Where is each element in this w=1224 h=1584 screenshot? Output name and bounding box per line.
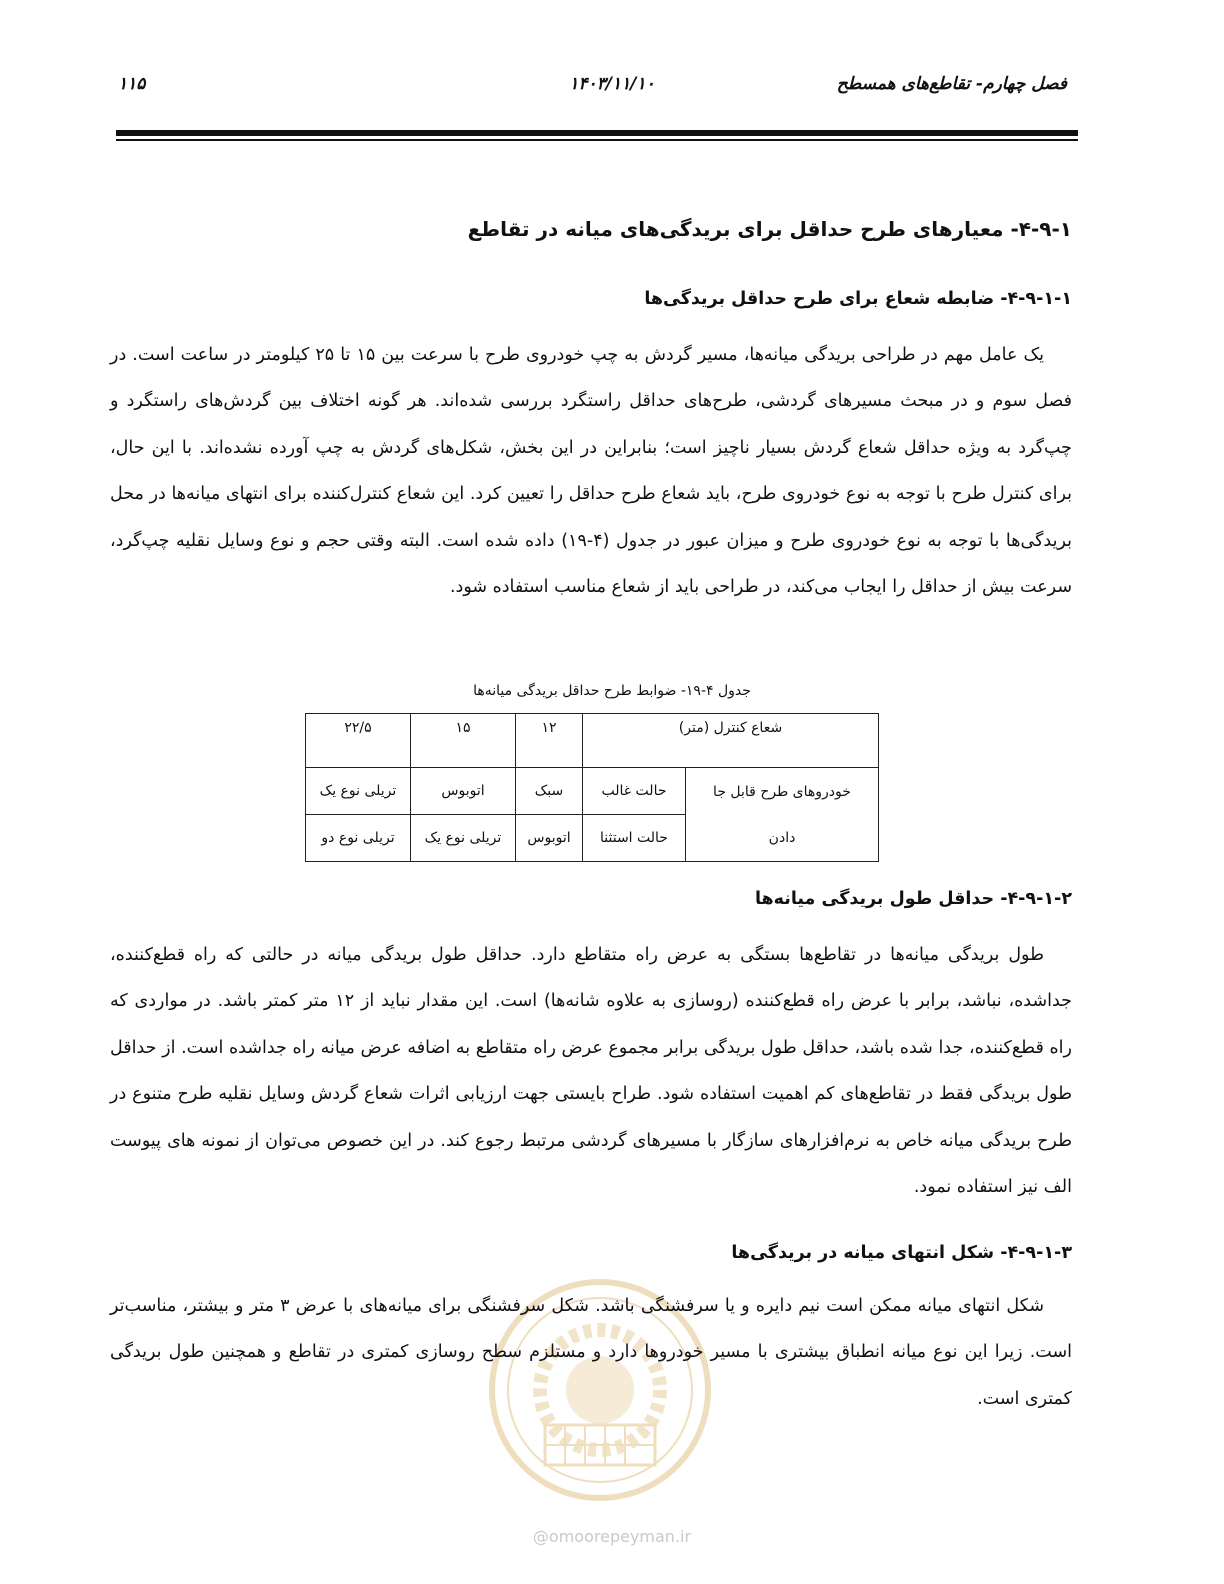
radius-value: ۱۵ — [411, 714, 516, 768]
table-cell: اتوبوس — [411, 768, 516, 815]
subsection-3-heading: ۴-۹-۱-۳- شکل انتهای میانه در بریدگی‌ها — [731, 1243, 1072, 1263]
radius-value: ۲۲/۵ — [306, 714, 411, 768]
table-cell: اتوبوس — [516, 815, 583, 862]
table-cell: سبک — [516, 768, 583, 815]
case-label: حالت غالب — [583, 768, 686, 815]
control-radius-label: شعاع کنترل (متر) — [583, 714, 879, 768]
criteria-table — [305, 713, 879, 862]
watermark-site — [0, 1527, 1224, 1546]
table-row — [306, 714, 879, 768]
watermark-site-text: omoorepeyman.ir — [548, 1527, 692, 1546]
table-row — [306, 768, 879, 815]
chapter-title: فصل چهارم- تقاطع‌های همسطح — [836, 74, 1067, 94]
table-cell: تریلی نوع یک — [411, 815, 516, 862]
table-caption: جدول ۴-۱۹- ضوابط طرح حداقل بریدگی میانه‌ها — [473, 683, 751, 699]
at-icon: @ — [532, 1527, 549, 1546]
section-heading: ۴-۹-۱- معیارهای طرح حداقل برای بریدگی‌های میانه در تقاطع — [467, 217, 1072, 241]
case-label: حالت استثنا — [583, 815, 686, 862]
subsection-2-heading: ۴-۹-۱-۲- حداقل طول بریدگی میانه‌ها — [754, 889, 1072, 909]
vehicles-label: خودروهای طرح قابل جا دادن — [686, 768, 879, 862]
subsection-1-heading: ۴-۹-۱-۱- ضابطه شعاع برای طرح حداقل بریدگی‌ها — [644, 289, 1072, 309]
table-cell: تریلی نوع دو — [306, 815, 411, 862]
header-rule-thin — [116, 139, 1078, 141]
header-rule-thick — [116, 130, 1078, 136]
table-cell: تریلی نوع یک — [306, 768, 411, 815]
page-number: ۱۱۵ — [118, 74, 146, 94]
radius-value: ۱۲ — [516, 714, 583, 768]
subsection-1-paragraph: یک عامل مهم در طراحی بریدگی میانه‌ها، مسیر گردش به چپ خودروی طرح با سرعت بین ۱۵ تا ۲۵ کیلومتر در ساعت است. در فصل سوم و در مبحث مسیرهای گردشی، طرح‌های حداقل راستگرد بررسی شده‌اند. هر گونه اختلاف بین گردش‌های راستگرد و چپ‌گرد به ویژه حداقل شعاع گردش بسیار ناچیز است؛ بنابراین در این بخش، شکل‌های گردش به چپ آورده نشده‌اند. با این حال، برای کنترل طرح با توجه به نوع خودروی طرح، باید شعاع طرح حداقل را تعیین کرد. این شعاع کنترل‌کننده برای انتهای میانه‌ها در محل بریدگی‌ها با توجه به نوع خودروی طرح و میزان عبور در جدول (۴-۱۹) داده شده است. البته وقتی حجم و نوع وسایل نقلیه چپ‌گرد، سرعت بیش از حداقل را ایجاب می‌کند، در طراحی باید از شعاع مناسب استفاده شود. — [110, 345, 1072, 598]
header-date: ۱۴۰۳/۱۱/۱۰ — [569, 74, 655, 94]
subsection-3-paragraph: شکل انتهای میانه ممکن است نیم دایره و یا سرفشنگی باشد. شکل سرفشنگی برای میانه‌های با عرض ۳ متر و بیشتر، مناسب‌تر است. زیرا این نوع میانه انطباق بیشتری با مسیر خودروها دارد و مستلزم سطح روسازی کمتری در تقاطع و همچنین طول بریدگی کمتری است. — [110, 1296, 1072, 1409]
subsection-2-paragraph: طول بریدگی میانه‌ها در تقاطع‌ها بستگی به عرض راه متقاطع دارد. حداقل طول بریدگی میانه در حالتی که راه قطع‌کننده، جداشده، نباشد، برابر با عرض راه قطع‌کننده (روسازی به علاوه شانه‌ها) است. این مقدار نباید از ۱۲ متر کمتر باشد. در مواردی که راه قطع‌کننده، جدا شده باشد، حداقل طول بریدگی برابر مجموع عرض راه متقاطع به اضافه عرض میانه راه جداشده است. از حداقل طول بریدگی فقط در تقاطع‌های کم اهمیت استفاده شود. طراح بایستی جهت ارزیابی اثرات شعاع گردش وسایل نقلیه طرح متنوع در طرح بریدگی میانه خاص به نرم‌افزارهای سازگار با مسیرهای گردشی مرتبط رجوع کند. در این خصوص می‌توان از نمونه های پیوست الف نیز استفاده نمود. — [110, 945, 1072, 1198]
